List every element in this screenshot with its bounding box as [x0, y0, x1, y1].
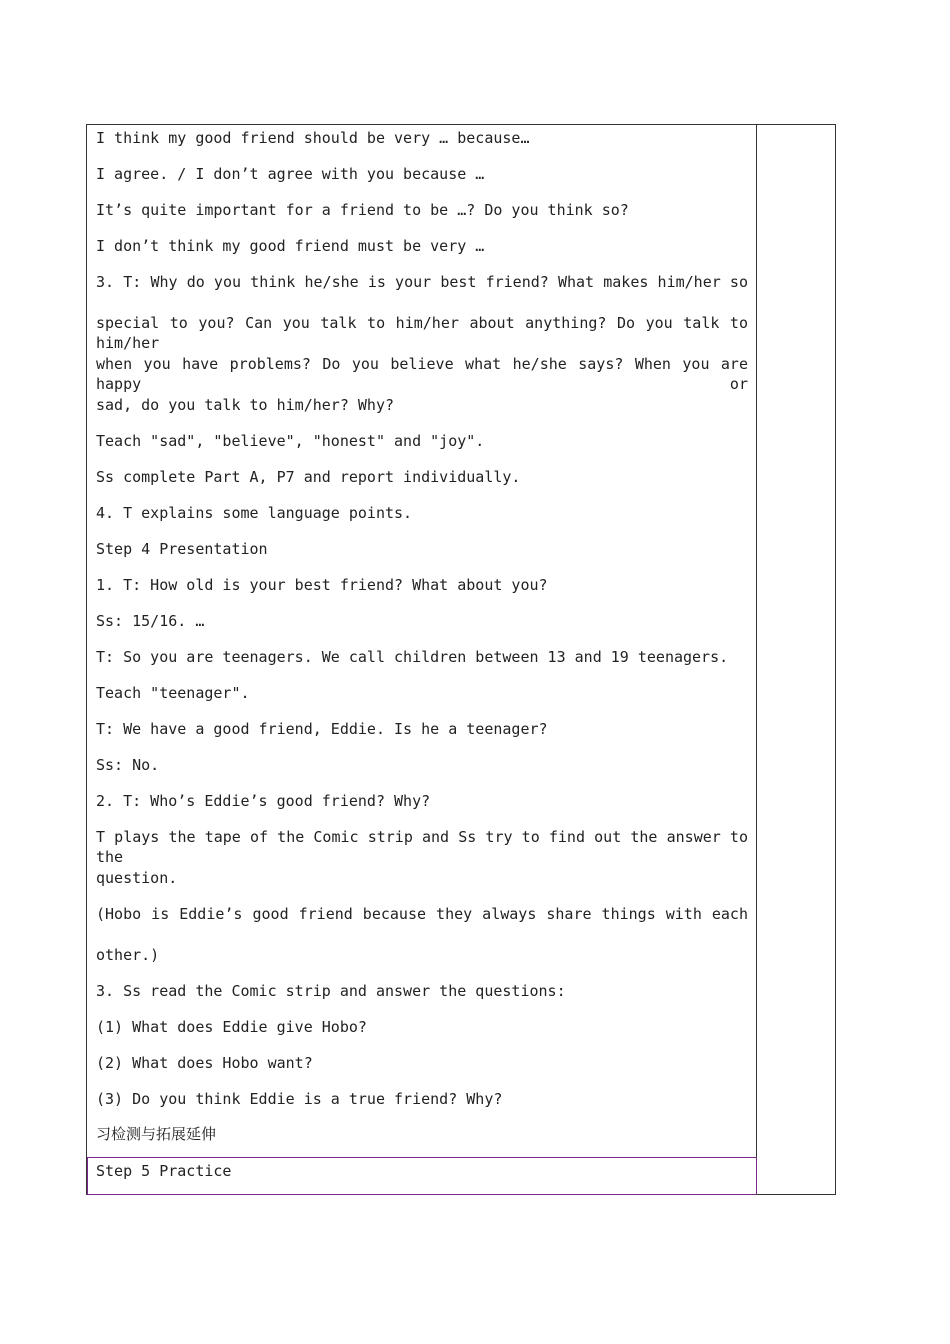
- question-item: (1) What does Eddie give Hobo?: [96, 1018, 367, 1036]
- text-line: T plays the tape of the Comic strip and Ss try to find out the answer to the: [96, 828, 748, 866]
- text-line: Teach "teenager".: [96, 684, 250, 702]
- text-line: I don’t think my good friend must be very …: [96, 237, 485, 255]
- text-line: 2. T: Who’s Eddie’s good friend? Why?: [96, 792, 431, 810]
- column-divider: [756, 124, 757, 1195]
- text-line: Ss: 15/16. …: [96, 612, 205, 630]
- text-line: 1. T: How old is your best friend? What about you?: [96, 576, 548, 594]
- text-line: 4. T explains some language points.: [96, 504, 413, 522]
- section-heading: Step 5 Practice: [96, 1162, 232, 1180]
- text-line: It’s quite important for a friend to be …? Do you think so?: [96, 201, 629, 219]
- section-heading-cn: 习检测与拓展延伸: [96, 1125, 217, 1143]
- text-line: 3. Ss read the Comic strip and answer the questions:: [96, 982, 566, 1000]
- text-line: 3. T: Why do you think he/she is your best friend? What makes him/her so: [96, 273, 748, 291]
- text-line: other.): [96, 946, 160, 964]
- text-line: T: So you are teenagers. We call children between 13 and 19 teenagers.: [96, 648, 729, 666]
- text-line: Teach "sad", "believe", "honest" and "joy".: [96, 432, 485, 450]
- text-line: Ss complete Part A, P7 and report individually.: [96, 468, 521, 486]
- text-line: (Hobo is Eddie’s good friend because they always share things with each: [96, 905, 748, 923]
- text-line: T: We have a good friend, Eddie. Is he a teenager?: [96, 720, 548, 738]
- text-line: Ss: No.: [96, 756, 160, 774]
- question-item: (2) What does Hobo want?: [96, 1054, 313, 1072]
- text-line: sad, do you talk to him/her? Why?: [96, 396, 395, 414]
- question-item: (3) Do you think Eddie is a true friend? Why?: [96, 1090, 503, 1108]
- text-line: special to you? Can you talk to him/her about anything? Do you talk to him/her: [96, 314, 748, 352]
- text-line: I agree. / I don’t agree with you because …: [96, 165, 485, 183]
- text-line: I think my good friend should be very … because…: [96, 129, 530, 147]
- text-line: question.: [96, 869, 178, 887]
- section-heading: Step 4 Presentation: [96, 540, 268, 558]
- text-line: when you have problems? Do you believe what he/she says? When you are happy or: [96, 355, 748, 393]
